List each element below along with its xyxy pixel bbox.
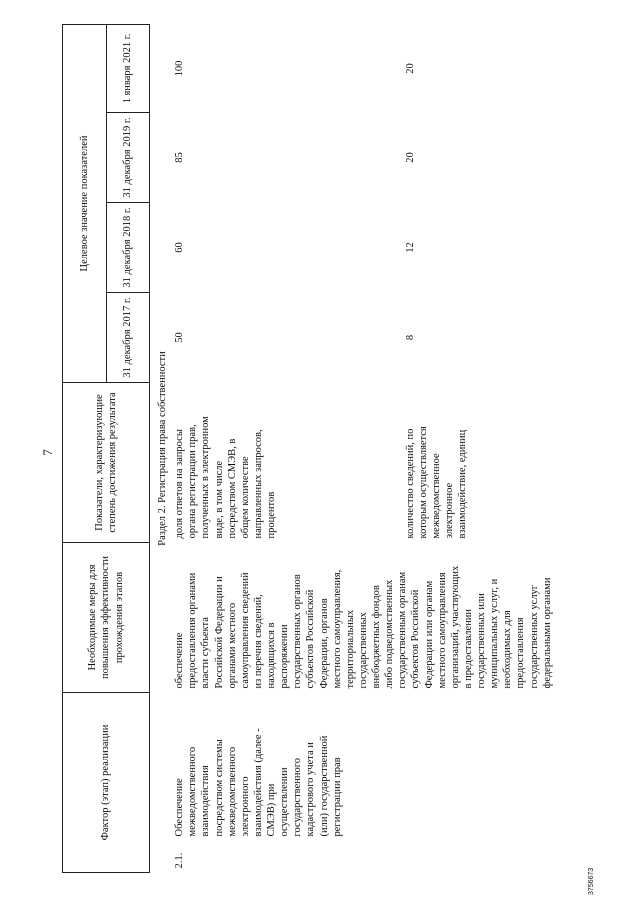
factor-cell: Обеспечение межведомственного взаимодействия посредством системы межведомственного электронного взаимодействия (далее - СМЭВ) при осуществлении государственного кадастрового учета и (или) государственной регистрации прав xyxy=(174,728,343,837)
indicator-2-value-2018: 12 xyxy=(404,242,416,253)
row-number: 2.1. xyxy=(174,852,186,869)
measures-cell: обеспечение предоставления органами власти субъекта Российской Федерации и органами местного самоуправления сведений из перечня сведений, находящихся в распоряжении государственных органов субъектов Российской Федерации, органов местного самоуправления, территориальных государственных внебюджетных фондов либо подведомственных государственным органам субъектов Российской Федерации или органам местного самоуправления организаций, участвующих в предоставлении государственных или муниципальных услуг, и необходимых для предоставления государственных услуг федеральными органами xyxy=(174,565,553,689)
indicator-2-value-2017: 8 xyxy=(404,334,416,341)
header-target: Целевое значение показателей xyxy=(63,24,107,382)
indicator-2-text: количество сведений, по которым осуществляется межведомственное электронное взаимодействие, единиц xyxy=(404,426,469,539)
header-date-2019: 31 декабря 2019 г. xyxy=(106,112,150,202)
header-factor: Фактор (этап) реализации xyxy=(63,692,150,872)
measures-table xyxy=(62,24,554,873)
page-number: 7 xyxy=(40,449,55,456)
header-date-2021: 1 января 2021 г. xyxy=(106,24,150,112)
indicator-1-value-2017: 50 xyxy=(174,332,186,343)
header-measures: Необходимые меры для повышения эффективности прохождения этапов xyxy=(63,542,150,692)
indicator-1-value-2018: 60 xyxy=(174,242,186,253)
header-date-2018: 31 декабря 2018 г. xyxy=(106,202,150,292)
indicator-1-text: доля ответов на запросы органа регистрации прав, полученных в электронном виде, в том числе посредством СМЭВ, в общем количестве направленных запросов, процентов xyxy=(174,416,277,539)
table-spacer xyxy=(548,24,554,542)
header-date-2017: 31 декабря 2017 г. xyxy=(106,292,150,382)
section-title: Раздел 2. Регистрация права собственности xyxy=(157,351,168,546)
indicator-2-value-2019: 20 xyxy=(404,152,416,163)
indicator-1-value-2021: 100 xyxy=(174,60,186,77)
indicator-2-value-2021: 20 xyxy=(404,63,416,74)
indicator-1-value-2019: 85 xyxy=(174,152,186,163)
header-indicators: Показатели, характеризующие степень достижения результата xyxy=(63,382,150,542)
document-code: 3756673 xyxy=(588,867,595,895)
